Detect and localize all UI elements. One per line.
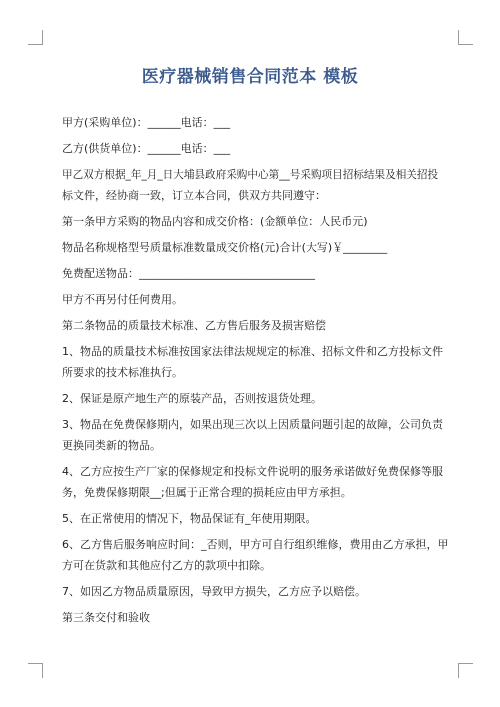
paragraph-line: 1、物品的质量技术标准按国家法律法规规定的标准、招标文件和乙方投标文件 xyxy=(62,345,443,358)
paragraph-line: 更换同类新的物品。 xyxy=(62,439,161,452)
paragraph-line: 2、保证是原产地生产的原装产品，否则按退货处理。 xyxy=(62,392,322,405)
crop-mark-top-left xyxy=(28,30,43,45)
paragraph-line: 4、乙方应按生产厂家的保修规定和投标文件说明的服务承诺做好免费保修等服 xyxy=(62,465,443,478)
party-b-line: 乙方(供货单位)：______电话：___ xyxy=(62,142,231,155)
paragraph-line: 标文件，经协商一致，订立本合同，供双方共同遵守： xyxy=(62,189,326,202)
paragraph-line: 免费配送物品：________________________________ xyxy=(62,267,315,280)
section-heading: 第三条交付和验收 xyxy=(62,611,150,624)
paragraph-line: 所要求的技术标准执行。 xyxy=(62,366,183,379)
paragraph-line: 甲乙双方根据_年_月_日大埔县政府采购中心第__号采购项目招标结果及相关招投 xyxy=(62,169,439,181)
document-title: 医疗器械销售合同范本 模板 xyxy=(141,67,359,87)
paragraph-line: 务，免费保修期限__;但属于正常合理的损耗应由甲方承担。 xyxy=(62,486,352,499)
paragraph-line: 甲方不再另付任何费用。 xyxy=(62,293,183,306)
section-heading: 第二条物品的质量技术标准、乙方售后服务及损害赔偿 xyxy=(62,319,326,332)
paragraph-line: 7、如因乙方物品质量原因，导致甲方损失，乙方应予以赔偿。 xyxy=(62,585,366,598)
crop-mark-bottom-right xyxy=(458,663,473,678)
paragraph-line: 第一条甲方采购的物品内容和成交价格：(金额单位：人民币元) xyxy=(62,215,368,228)
party-a-line: 甲方(采购单位)：______电话：___ xyxy=(62,116,231,129)
crop-mark-bottom-left xyxy=(28,663,43,678)
paragraph-line: 3、物品在免费保修期内，如果出现三次以上因质量问题引起的故障，公司负责 xyxy=(62,418,443,431)
paragraph-line: 5、在正常使用的情况下，物品保证有_年使用期限。 xyxy=(62,512,317,525)
crop-mark-top-right xyxy=(458,30,473,45)
paragraph-line: 6、乙方售后服务响应时间：_否则，甲方可自行组织维修，费用由乙方承担，甲 xyxy=(62,538,449,551)
paragraph-line: 物品名称规格型号质量标准数量成交价格(元)合计(大写)￥________ xyxy=(62,241,388,254)
paragraph-line: 方可在货款和其他应付乙方的款项中扣除。 xyxy=(62,559,271,572)
